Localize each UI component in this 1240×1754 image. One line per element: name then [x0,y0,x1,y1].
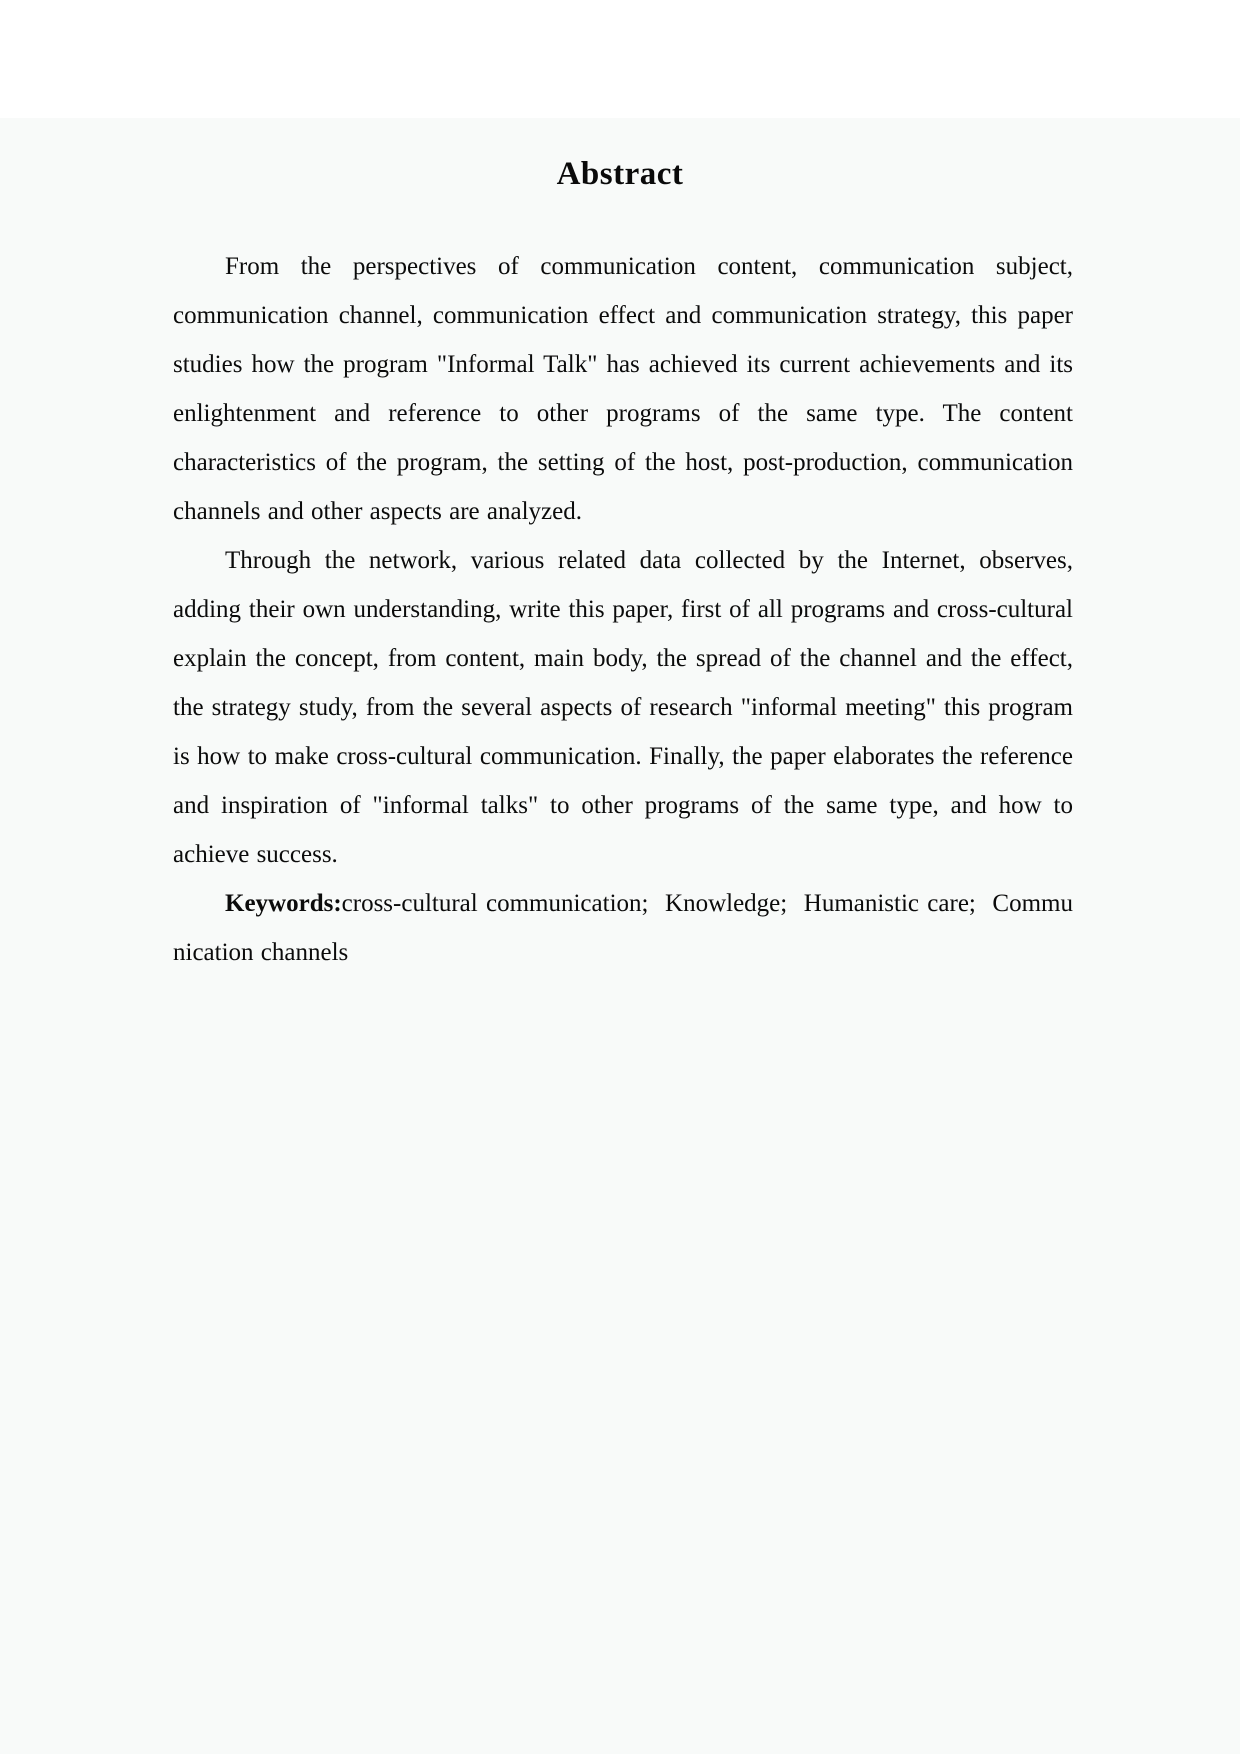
keywords-label: Keywords: [225,890,342,917]
keywords-text: cross-cultural communication; Knowledge; Humanistic care; Communication channels [173,890,1073,966]
top-margin-band [0,0,1240,118]
document-page [0,118,1240,1754]
keywords-paragraph [173,879,1073,977]
abstract-paragraph-1: From the perspectives of communication content, communication subject, communication channel, communication effect and communication strategy, this paper studies how the program "Informal Talk" has achieved its current achievements and its enlightenment and reference to other programs of the same type. The content characteristics of the program, the setting of the host, post-production, communication channels and other aspects are analyzed. [173,253,1073,525]
abstract-body [173,242,1073,977]
page-title: Abstract [556,156,684,192]
abstract-paragraph-2: Through the network, various related data collected by the Internet, observes, adding their own understanding, write this paper, first of all programs and cross-cultural explain the concept, from content, main body, the spread of the channel and the effect, the strategy study, from the several aspects of research "informal meeting" this program is how to make cross-cultural communication. Finally, the paper elaborates the reference and inspiration of "informal talks" to other programs of the same type, and how to achieve success. [173,547,1073,868]
